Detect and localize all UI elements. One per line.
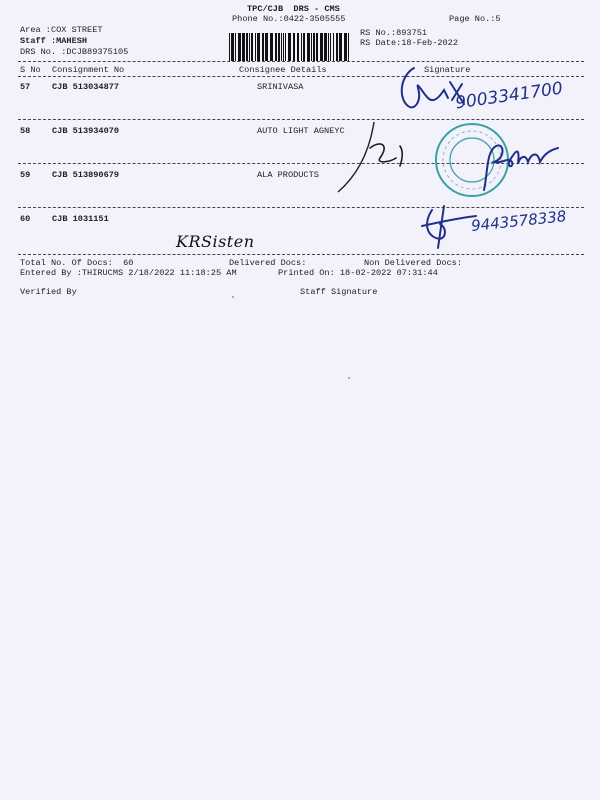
non-delivered-docs: Non Delivered Docs: xyxy=(364,258,462,268)
company-stamp xyxy=(432,120,512,200)
handwritten-signature xyxy=(418,204,478,250)
col-consignment-header: Consignment No xyxy=(52,65,125,75)
divider xyxy=(18,163,584,164)
handwritten-name: KRSisten xyxy=(176,232,255,251)
barcode-image xyxy=(228,33,350,61)
phone-number: Phone No.:0422-3505555 xyxy=(232,14,346,24)
handwritten-signature xyxy=(470,132,565,202)
report-title: TPC/CJB DRS - CMS xyxy=(247,4,340,14)
scan-speck xyxy=(232,296,234,298)
col-signature-header: Signature xyxy=(424,65,471,75)
row-sno: 57 xyxy=(20,82,31,92)
row-consignee: ALA PRODUCTS xyxy=(257,170,319,180)
row-sno: 58 xyxy=(20,126,31,136)
divider xyxy=(18,207,584,208)
row-consignment: CJB 513034877 xyxy=(52,82,120,92)
rs-date: RS Date:18-Feb-2022 xyxy=(360,38,458,48)
row-consignee: SRINIVASA xyxy=(257,82,304,92)
col-consignee-header: Consignee Details xyxy=(239,65,327,75)
row-sno: 60 xyxy=(20,214,31,224)
divider xyxy=(18,119,584,120)
area-label: Area :COX STREET xyxy=(20,25,103,35)
verified-by-label: Verified By xyxy=(20,287,77,297)
row-consignee: AUTO LIGHT AGNEYC xyxy=(257,126,345,136)
drs-number: DRS No. :DCJB89375105 xyxy=(20,47,129,57)
col-sno-header: S No xyxy=(20,65,41,75)
entered-by: Entered By :THIRUCMS 2/18/2022 11:18:25 AM xyxy=(20,268,237,278)
printed-on: Printed On: 18-02-2022 07:31:44 xyxy=(278,268,438,278)
page-number: Page No.:5 xyxy=(449,14,501,24)
row-sno: 59 xyxy=(20,170,31,180)
divider xyxy=(18,61,584,62)
row-consignment: CJB 513890679 xyxy=(52,170,120,180)
delivered-docs: Delivered Docs: xyxy=(229,258,307,268)
row-consignment: CJB 1031151 xyxy=(52,214,109,224)
handwritten-phone-2: 9443578338 xyxy=(470,207,568,235)
staff-signature-label: Staff Signature xyxy=(300,287,378,297)
total-docs: Total No. Of Docs: 60 xyxy=(20,258,134,268)
staff-label: Staff :MAHESH xyxy=(20,36,88,46)
handwritten-phone-1: 9003341700 xyxy=(454,78,565,114)
rs-number: RS No.:893751 xyxy=(360,28,428,38)
row-consignment: CJB 513934070 xyxy=(52,126,120,136)
divider xyxy=(18,76,584,77)
divider xyxy=(18,254,584,255)
scan-speck xyxy=(348,377,350,379)
